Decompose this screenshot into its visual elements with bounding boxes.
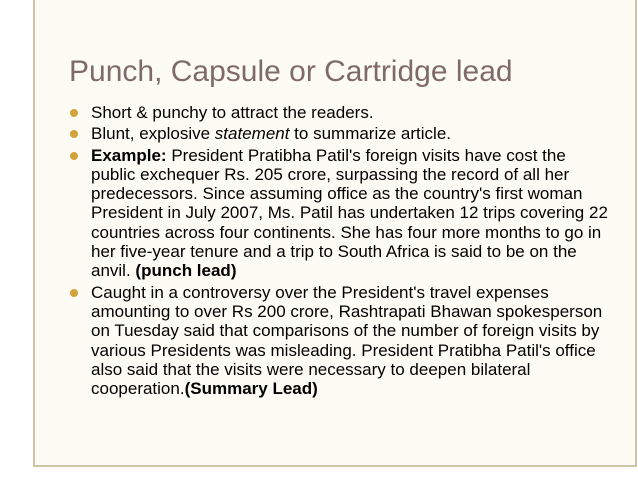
- summary-lead-tag: (Summary Lead): [184, 379, 318, 399]
- punch-lead-tag: (punch lead): [135, 261, 237, 281]
- bullet-dot-icon: [70, 109, 78, 117]
- bullet-text-after: to summarize article.: [289, 124, 451, 144]
- example-text: President Pratibha Patil's foreign visits have cost the public exchequer Rs. 205 crore, surpassing the record of all her predecessors. Since assuming office as the country's first woman President in July 2007, Ms. Patil has undertaken 12 trips covering 22 countries across four continents. She has four more months to go in her five-year tenure and a trip to South Africa is said to be on the anvil.: [91, 145, 608, 281]
- bullet-item-summary: [69, 283, 609, 399]
- bullet-item-example: [69, 146, 609, 281]
- bullet-dot-icon: [70, 130, 78, 138]
- bullet-text-before: Blunt, explosive: [91, 124, 215, 144]
- bullet-list: [69, 103, 609, 400]
- example-label: Example:: [91, 145, 167, 165]
- bullet-text: Short & punchy to attract the readers.: [91, 103, 374, 122]
- summary-text: Caught in a controversy over the President's travel expenses amounting to over Rs 200 crore, Rashtrapati Bhawan spokesperson on Tuesday said that comparisons of the number of foreign visits by various Presidents was misleading. President Pratibha Patil's office also said that the visits were necessary to deepen bilateral cooperation.: [91, 282, 603, 399]
- bullet-item-short-punchy: [69, 103, 609, 122]
- slide-title: Punch, Capsule or Cartridge lead: [69, 55, 513, 88]
- bullet-dot-icon: [70, 289, 78, 297]
- bullet-dot-icon: [70, 152, 78, 160]
- bullet-text-emphasis: statement: [214, 124, 290, 144]
- bullet-item-blunt-statement: [69, 124, 609, 143]
